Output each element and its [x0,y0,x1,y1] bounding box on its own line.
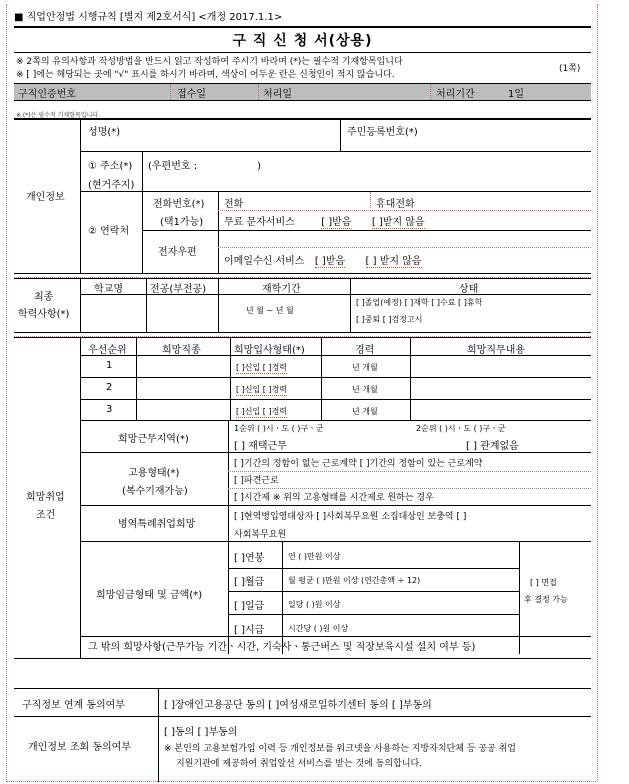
personal-section-label: 개인정보 [26,192,65,203]
region-label: 희망근무지역(*) [118,434,189,445]
wage-monthly-detail: 월 평균 ( )만원 이상 (연간총액 ÷ 12) [288,576,421,585]
education-section-label: 최종 [34,292,54,303]
sms-agree-checkbox[interactable]: [ ]받음 [321,217,352,228]
desired-section-label: 희망취업 [26,492,65,503]
process-date-label: 처리일 [263,89,292,100]
region-any-checkbox[interactable]: [ ] 관계없음 [466,441,519,452]
status-header: 상태 [459,284,479,295]
wage-annual-detail: 연 ( )만원 이상 [288,552,341,561]
mobile-label: 휴대전화 [376,199,415,210]
view-consent-options[interactable]: [ ]동의 [ ]부동의 [164,727,238,738]
instruction-note-2: ※ [ ]에는 해당되는 곳에 "√" 표시를 하시기 바라며, 색상이 어두운 란은 신청인이 적지 않습니다. [16,70,395,80]
military-label: 병역특례취업희망 [118,519,196,530]
period-header: 재학기간 [262,284,301,295]
other-wishes: 그 밖의 희망사항(근무가능 기간ㆍ시간, 기숙사ㆍ통근버스 및 직장보육시설 설치 여부 등) [88,642,476,653]
view-consent-label: 개인정보 조회 동의여부 [28,742,131,753]
hire-type-1-checkbox[interactable]: [ ]신입 [ ]경력 [236,363,288,372]
reg-no-label: 구직인증번호 [18,89,76,100]
employ-sub: (복수기재가능) [122,486,188,497]
remote-work-checkbox[interactable]: [ ] 재택근무 [234,441,287,452]
employ-dispatch-checkbox[interactable]: [ ]파견근로 [234,476,279,486]
hire-type-2-checkbox[interactable]: [ ]신입 [ ]경력 [236,385,288,394]
sms-disagree-checkbox[interactable]: [ ]받지 않음 [371,217,425,228]
wage-hourly-checkbox[interactable]: [ ]시급 [234,625,265,636]
career-3: 년 개월 [352,407,378,416]
rank-header: 우선순위 [88,345,127,356]
wage-negotiable-checkbox[interactable]: [ ] 면접 [530,578,557,587]
processing-band [14,83,591,100]
major-header: 전공(부전공) [150,284,207,295]
guide-bottom [6,781,598,782]
study-period-value: 년 월 ~ 년 월 [246,306,294,315]
school-header: 학교명 [94,284,123,295]
military-social-service: 사회복무요원 [234,530,287,540]
region-priority-1: 1순위 ( )시ㆍ도 ( )구ㆍ군 [234,424,324,433]
wage-daily-checkbox[interactable]: [ ]일급 [234,601,265,612]
wage-monthly-checkbox[interactable]: [ ]월급 [234,577,265,588]
instruction-note-1: ※ 2쪽의 유의사항과 작성방법을 반드시 읽고 작성하여 주시기 바라며 (*)는 필수적 기재항목입니다 [16,57,403,67]
postal-code-field[interactable]: (우편번호 : ) [148,161,261,172]
hire-type-header: 희망입사형태(*) [234,345,305,356]
rrn-label: 주민등록번호(*) [347,127,418,138]
sms-service: 무료 문자서비스 [ ]받음 [ ]받지 않음 [224,217,425,228]
career-2: 년 개월 [352,385,378,394]
military-options[interactable]: [ ]현역병입영대상자 [ ]사회복무요원 소집대상인 보충역 [ ] [234,512,467,522]
duty-header: 희망직무내용 [467,345,525,356]
rank-3: 3 [106,404,113,415]
name-label: 성명(*) [88,127,121,138]
link-consent-label: 구직정보 연계 동의여부 [22,700,125,711]
career-header: 경력 [355,345,375,356]
employ-parttime-checkbox[interactable]: [ ]시간제 ※ 위의 고용형태를 시간제로 원하는 경우 [234,493,434,503]
region-priority-2: 2순위 ( )시ㆍ도 ( )구ㆍ군 [416,424,506,433]
email-agree-checkbox[interactable]: [ ]받음 [314,256,346,267]
email-service: 이메일수신 서비스 [ ]받음 [ ] 받지 않음 [224,256,422,267]
guide-left [6,4,7,782]
page-number: (1쪽) [559,64,581,74]
email-disagree-checkbox[interactable]: [ ] 받지 않음 [365,256,422,267]
job-type-header: 희망직종 [162,345,201,356]
career-1: 년 개월 [352,363,378,372]
period-value: 1일 [508,89,525,100]
guide-right [597,4,598,782]
wage-daily-detail: 일당 ( )원 이상 [288,600,341,609]
rank-2: 2 [106,382,113,393]
title-border-top [14,26,591,28]
education-section-label-2: 학력사항(*) [18,309,70,320]
view-consent-note-1: ※ 본인의 고용보험가입 이력 등 개인정보를 워크넷을 사용하는 지방자치단체 등 공공 취업 [164,744,516,754]
status-options-2[interactable]: [ ]중퇴 [ ]검정고시 [356,315,423,324]
email-label: 전자우편 [158,247,197,258]
tel-label: 전화 [224,199,244,210]
desired-section-label-2: 조건 [36,510,56,521]
period-label: 처리기간 [436,89,475,100]
address-label: ① 주소(*) [88,161,133,172]
view-consent-note-2: 지원기관에 제공하여 취업알선 서비스를 받는 것에 동의합니다. [176,759,423,769]
employ-label: 고용형태(*) [128,468,180,479]
receipt-date-label: 접수일 [177,89,206,100]
phone-sub: (택1가능) [160,217,204,228]
wage-label: 희망임금형태 및 금액(*) [96,590,203,601]
status-options-1[interactable]: [ ]졸업(예정) [ ]재학 [ ]수료 [ ]휴학 [356,298,483,307]
link-consent-options[interactable]: [ ]장애인고용공단 동의 [ ]여성새로일하기센터 동의 [ ]부동의 [164,700,432,711]
phone-label: 전화번호(*) [153,199,205,210]
contact-label: ② 연락처 [88,226,130,237]
wage-annual-checkbox[interactable]: [ ]연봉 [234,553,265,564]
wage-negotiable-note: 후 결정 가능 [524,595,568,604]
page-title: 구 직 신 청 서(상용) [232,33,373,49]
hire-type-3-checkbox[interactable]: [ ]신입 [ ]경력 [236,407,288,416]
title-border-bottom [14,52,591,53]
form-reference: ■ 직업안정법 시행규칙 [별지 제2호서식] <개정 2017.1.1> [14,12,283,23]
address-sub: (현거주지) [88,180,135,191]
wage-hourly-detail: 시간당 ( )원 이상 [288,624,349,633]
required-note: ※ (*)은 필수적 기재항목입니다. [16,112,101,119]
employ-options-1[interactable]: [ ]기간의 정함이 없는 근로계약 [ ]기간의 정함이 있는 근로계약 [234,459,483,469]
rank-1: 1 [106,360,113,371]
